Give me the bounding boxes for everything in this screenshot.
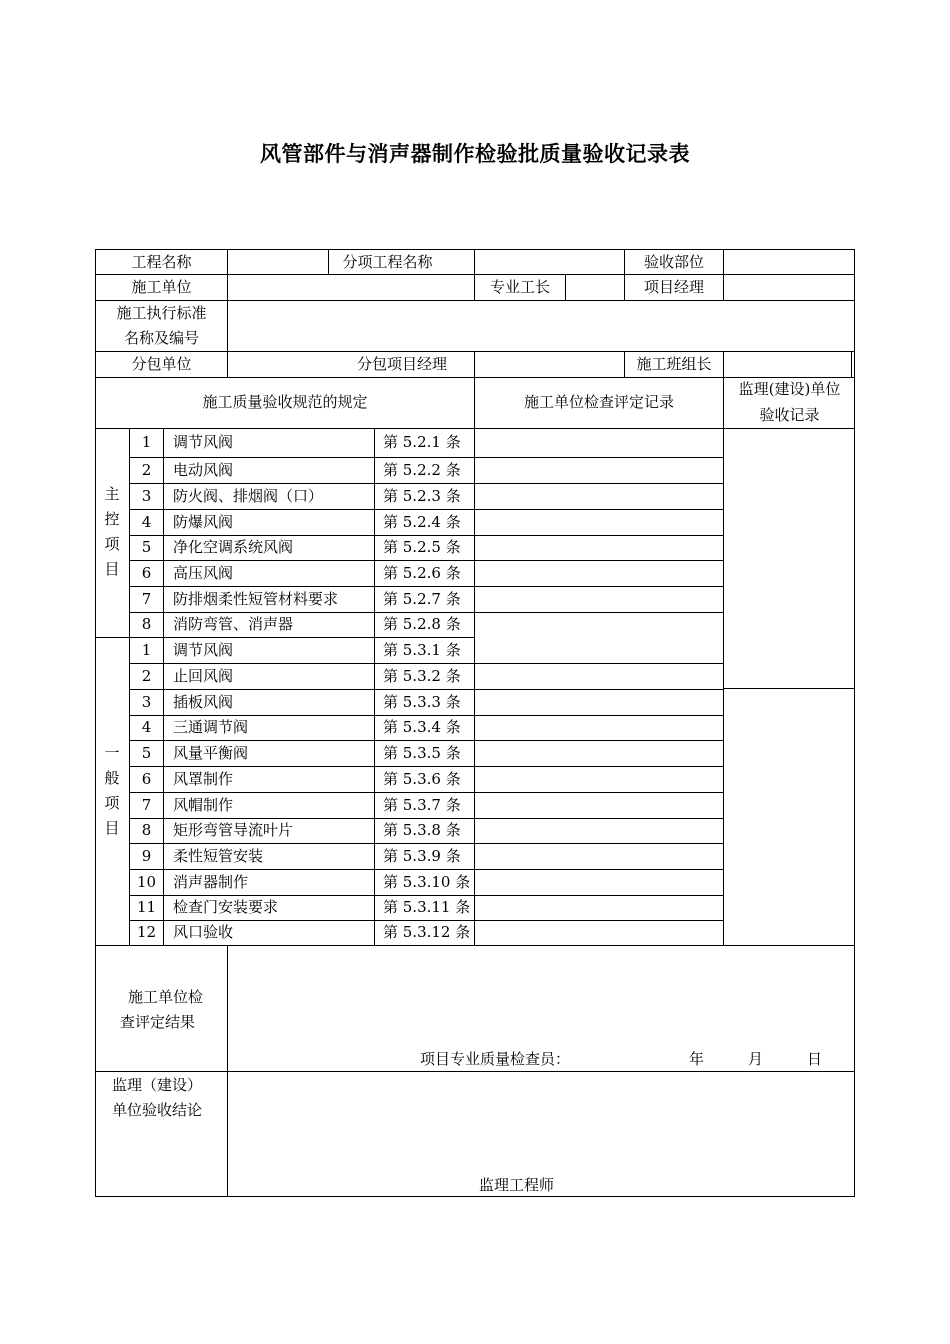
team-leader-label: 施工班组长 xyxy=(636,355,712,373)
subcontractor-label: 分包单位 xyxy=(131,355,192,373)
table-row xyxy=(130,818,723,843)
table-row xyxy=(130,586,723,612)
item-number: 3 xyxy=(141,693,152,711)
item-number: 2 xyxy=(141,667,152,685)
item-clause: 第 5.3.4 条 xyxy=(383,718,461,736)
item-number: 1 xyxy=(141,433,152,451)
result-label-line2: 查评定结果 xyxy=(120,1013,196,1031)
table-row xyxy=(130,535,723,560)
item-number: 8 xyxy=(141,821,152,839)
table-row xyxy=(130,869,723,895)
table-row xyxy=(130,920,723,945)
year-label: 年 xyxy=(689,1050,705,1068)
table-row xyxy=(130,895,723,920)
item-clause: 第 5.2.3 条 xyxy=(383,487,461,505)
record-column-header: 施工单位检查评定记录 xyxy=(523,393,674,411)
item-name: 止回风阀 xyxy=(173,667,234,685)
standard-label-line2: 名称及编号 xyxy=(123,329,199,347)
item-name: 消声器制作 xyxy=(173,873,249,891)
item-number: 5 xyxy=(141,744,152,762)
item-number: 4 xyxy=(141,513,152,531)
item-name: 净化空调系统风阀 xyxy=(173,538,294,556)
item-clause: 第 5.3.9 条 xyxy=(383,847,461,865)
main-items-label-char: 项 xyxy=(104,535,120,553)
general-items-label-char: 项 xyxy=(104,794,120,812)
sub-project-name-label: 分项工程名称 xyxy=(342,253,433,271)
item-name: 风罩制作 xyxy=(173,770,234,788)
conclusion-label-line2: 单位验收结论 xyxy=(112,1101,203,1119)
table-row xyxy=(130,663,723,689)
general-items-label-char: 般 xyxy=(104,769,120,787)
item-clause: 第 5.2.5 条 xyxy=(383,538,461,556)
table-row xyxy=(130,428,723,457)
item-clause: 第 5.3.10 条 xyxy=(383,873,471,891)
supervisor-column-header-line1: 监理(建设)单位 xyxy=(738,380,841,398)
month-label: 月 xyxy=(748,1050,764,1068)
item-clause: 第 5.3.7 条 xyxy=(383,796,461,814)
item-number: 10 xyxy=(136,873,157,891)
item-clause: 第 5.2.7 条 xyxy=(383,590,461,608)
item-number: 8 xyxy=(141,615,152,633)
construction-unit-label: 施工单位 xyxy=(131,278,192,296)
item-clause: 第 5.2.2 条 xyxy=(383,461,461,479)
table-row xyxy=(130,560,723,586)
main-items-label-char: 目 xyxy=(104,560,120,578)
item-number: 7 xyxy=(141,590,152,608)
acceptance-part-label: 验收部位 xyxy=(643,253,704,271)
inspector-label: 项目专业质量检查员： xyxy=(420,1050,571,1068)
item-name: 矩形弯管导流叶片 xyxy=(173,821,294,839)
general-items-label-char: 目 xyxy=(104,819,120,837)
item-number: 4 xyxy=(141,718,152,736)
supervisor-column-header-line2: 验收记录 xyxy=(759,406,820,424)
project-manager-label: 项目经理 xyxy=(643,278,704,296)
item-name: 防爆风阀 xyxy=(173,513,234,531)
main-items-label-char: 控 xyxy=(104,510,120,528)
table-row xyxy=(130,792,723,818)
table-row xyxy=(130,509,723,535)
sub-project-manager-label: 分包项目经理 xyxy=(356,355,447,373)
day-label: 日 xyxy=(807,1050,823,1068)
item-number: 5 xyxy=(141,538,152,556)
spec-column-header: 施工质量验收规范的规定 xyxy=(202,393,368,411)
result-label-line1: 施工单位检 xyxy=(128,988,204,1006)
item-number: 11 xyxy=(136,898,157,916)
item-number: 1 xyxy=(141,641,152,659)
table-row xyxy=(130,483,723,509)
standard-label-line1: 施工执行标准 xyxy=(116,304,207,322)
item-name: 调节风阀 xyxy=(173,433,234,451)
item-name: 柔性短管安装 xyxy=(173,847,264,865)
item-number: 12 xyxy=(136,923,157,941)
item-clause: 第 5.3.2 条 xyxy=(383,667,461,685)
item-clause: 第 5.3.11 条 xyxy=(383,898,471,916)
item-clause: 第 5.2.8 条 xyxy=(383,615,461,633)
table-row xyxy=(130,689,723,715)
item-name: 三通调节阀 xyxy=(173,718,249,736)
item-name: 插板风阀 xyxy=(173,693,234,711)
item-name: 风口验收 xyxy=(173,923,234,941)
item-name: 风帽制作 xyxy=(173,796,234,814)
item-clause: 第 5.2.1 条 xyxy=(383,433,461,451)
table-row xyxy=(130,457,723,483)
table-row xyxy=(130,740,723,766)
engineer-label: 监理工程师 xyxy=(479,1176,555,1194)
item-name: 电动风阀 xyxy=(173,461,234,479)
item-name: 调节风阀 xyxy=(173,641,234,659)
item-name: 防排烟柔性短管材料要求 xyxy=(173,590,339,608)
general-items-label-char: 一 xyxy=(104,744,120,762)
item-number: 3 xyxy=(141,487,152,505)
table-row xyxy=(130,637,723,663)
foreman-label: 专业工长 xyxy=(489,278,550,296)
item-number: 7 xyxy=(141,796,152,814)
item-clause: 第 5.3.1 条 xyxy=(383,641,461,659)
main-items-label-char: 主 xyxy=(104,485,120,503)
item-clause: 第 5.3.8 条 xyxy=(383,821,461,839)
item-name: 风量平衡阀 xyxy=(173,744,249,762)
page-title: 风管部件与消声器制作检验批质量验收记录表 xyxy=(260,142,690,166)
item-clause: 第 5.3.3 条 xyxy=(383,693,461,711)
conclusion-label-line1: 监理（建设） xyxy=(112,1076,203,1094)
item-name: 消防弯管、消声器 xyxy=(173,615,294,633)
item-number: 2 xyxy=(141,461,152,479)
item-clause: 第 5.2.4 条 xyxy=(383,513,461,531)
item-name: 高压风阀 xyxy=(173,564,234,582)
table-row xyxy=(130,715,723,740)
project-name-label: 工程名称 xyxy=(131,253,192,271)
table-row xyxy=(130,612,723,637)
item-number: 9 xyxy=(141,847,152,865)
item-clause: 第 5.3.5 条 xyxy=(383,744,461,762)
item-clause: 第 5.3.12 条 xyxy=(383,923,471,941)
item-number: 6 xyxy=(141,770,152,788)
item-name: 防火阀、排烟阀（口） xyxy=(173,487,324,505)
item-number: 6 xyxy=(141,564,152,582)
item-clause: 第 5.2.6 条 xyxy=(383,564,461,582)
item-name: 检查门安装要求 xyxy=(173,898,279,916)
table-row xyxy=(130,766,723,792)
item-clause: 第 5.3.6 条 xyxy=(383,770,461,788)
table-row xyxy=(130,843,723,869)
